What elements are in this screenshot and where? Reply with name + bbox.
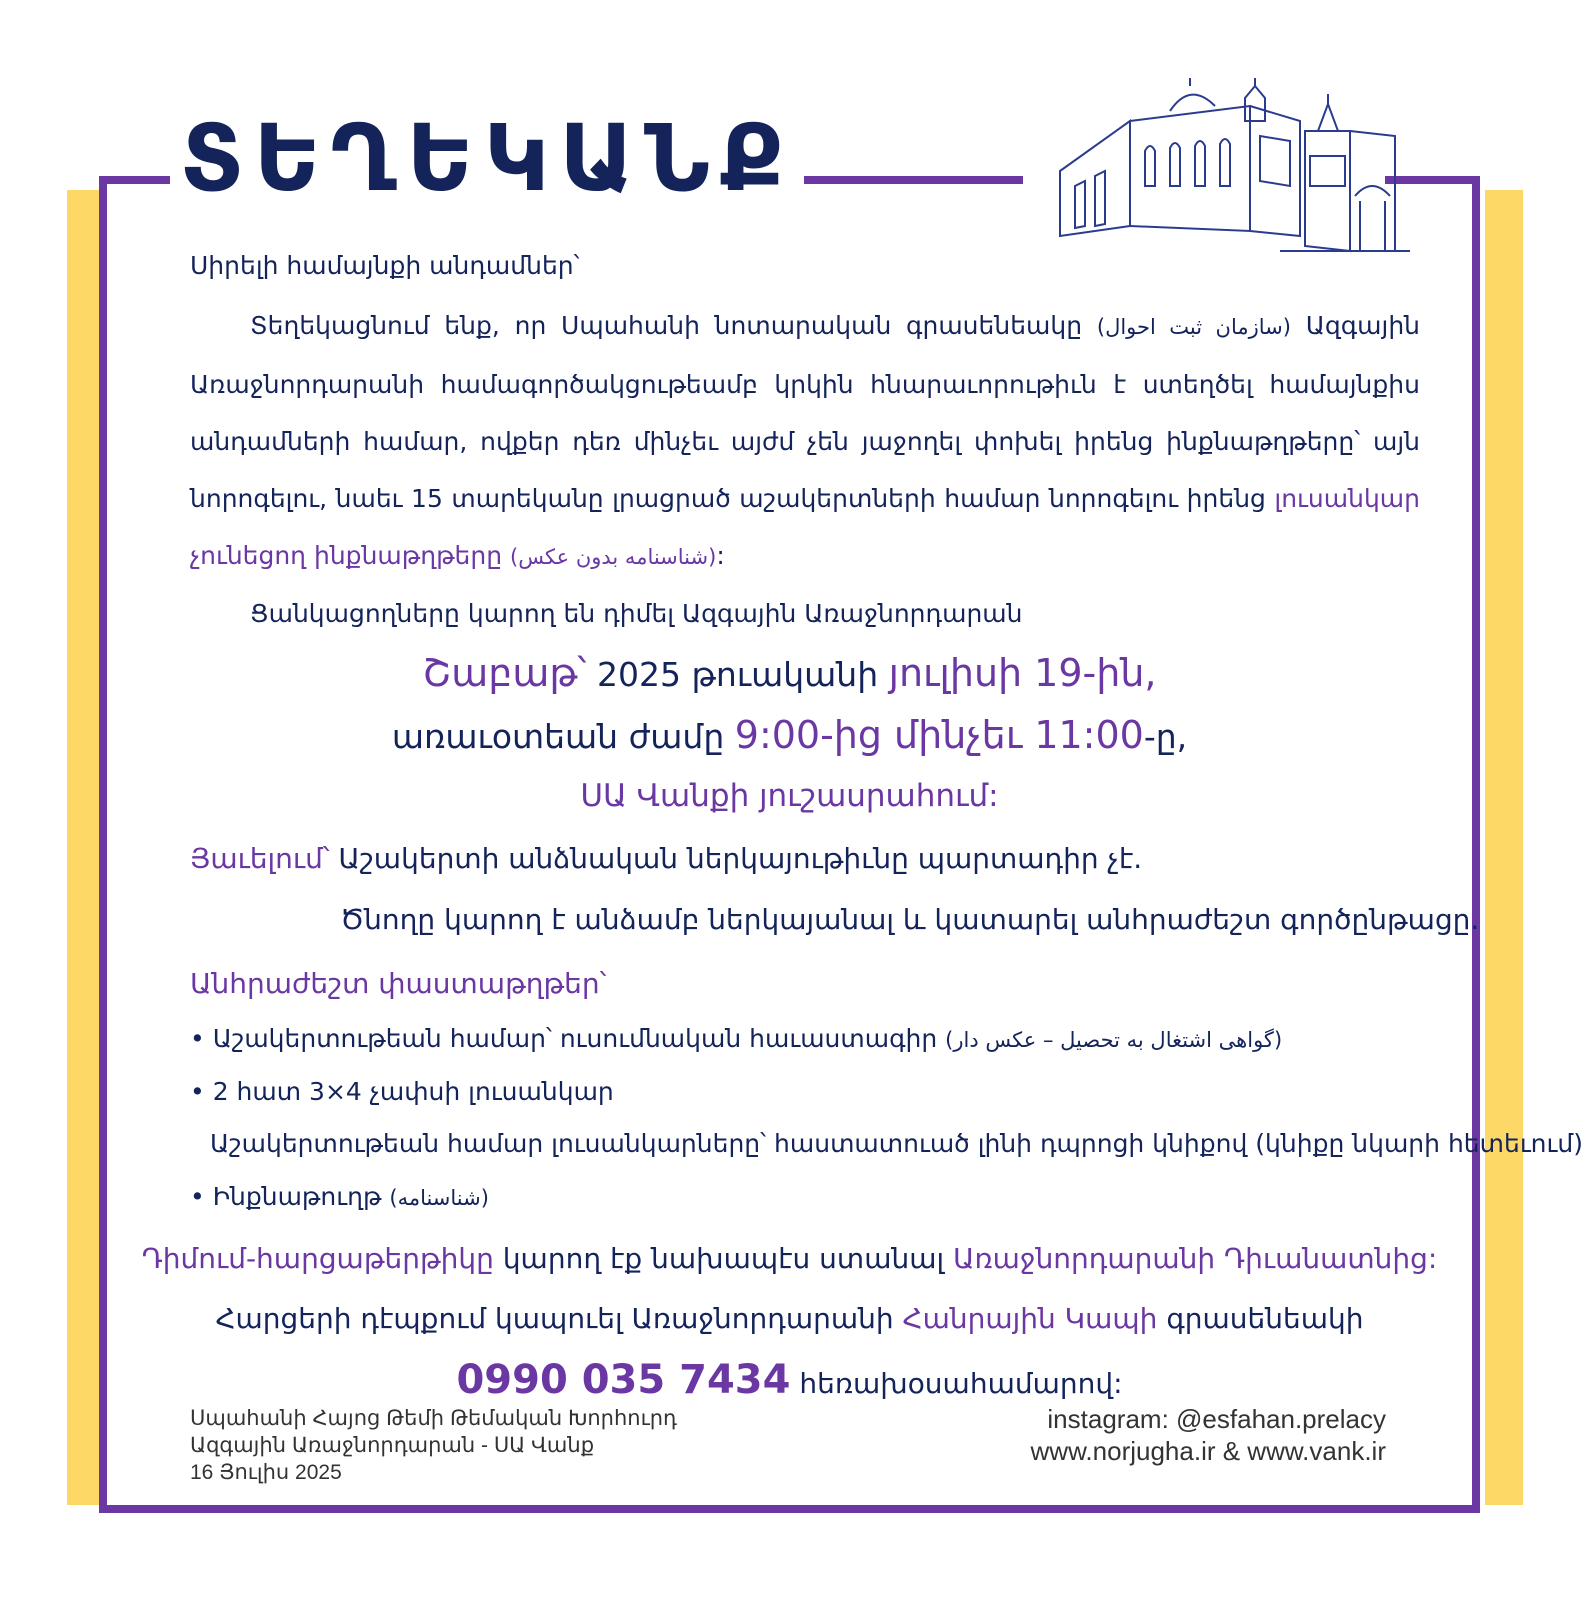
instagram-line	[1031, 1403, 1386, 1435]
paragraph-end: :	[716, 541, 725, 570]
document-item-subtext: Աշակերտութեան համար լուսանկարները՝ հաստատուած լինի դպրոցի կնիքով (կնիքը նկարի հետեւում)	[210, 1129, 1583, 1158]
page-title: ՏԵՂԵԿԱՆՔ	[170, 104, 804, 214]
main-paragraph	[190, 297, 1420, 586]
date-day: Շաբաթ՝	[422, 651, 587, 695]
phone-suffix: հեռախօսահամարով:	[799, 1367, 1123, 1400]
footer-right	[1031, 1403, 1386, 1467]
document-item-persian: (گواهی اشتغال به تحصیل – عکس دار)	[945, 1028, 1283, 1052]
date-line	[99, 645, 1480, 703]
form-highlight: Դիմում-հարցաթերթիկը	[141, 1242, 494, 1275]
paragraph-text-middle: Ազգային Առաջնորդարանի համագործակցութեամբ կրկին հնարաւորութիւն է ստեղծել համայնքիս անդամների համար, ովքեր դեռ մինչեւ այժմ չեն յաջողել փոխել իրենց ինքնաթղթերը՝ այն նորոգելու, նաեւ 15 տարեկանը լրացրած աշակերտների համար նորոգելու իրենց	[190, 311, 1421, 513]
footer-date: 16 Յուլիս 2025	[190, 1461, 342, 1484]
questions-suffix: գրասենեակի	[1166, 1302, 1364, 1335]
time-range: 9:00-ից մինչեւ 11:00	[734, 713, 1144, 757]
document-item	[190, 1063, 614, 1120]
church-illustration-icon	[1050, 76, 1420, 262]
date-value: յուլիսի 19-ին,	[888, 651, 1157, 695]
notice-label: Յաւելում՝	[190, 842, 330, 875]
footer-left	[190, 1405, 677, 1486]
paragraph-highlight: լուսանկար չունեցող ինքնաթղթերը	[190, 484, 1420, 570]
date-year: 2025 թուականի	[596, 655, 879, 694]
persian-note-registry: (سازمان ثبت احوال)	[1096, 315, 1291, 339]
instagram-label: instagram:	[1047, 1404, 1169, 1434]
time-line	[99, 707, 1480, 765]
form-office: Առաջնորդարանի Դիւանատնից:	[953, 1242, 1438, 1275]
document-item	[190, 1010, 1282, 1069]
footer-council: Սպահանի Հայոց Թեմի Թեմական Խորհուրդ	[190, 1407, 677, 1430]
document-item-text: Ինքնաթուղթ	[212, 1182, 382, 1211]
yellow-accent-right	[1485, 190, 1523, 1505]
form-middle: կարող էք նախապէս ստանալ	[502, 1242, 945, 1275]
questions-prefix: Հարցերի դէպքում կապուել Առաջնորդարանի	[215, 1302, 894, 1335]
place-line: ՍԱ Վանքի յուշասրահում:	[580, 778, 999, 814]
bullet-icon: •	[190, 1182, 205, 1211]
time-prefix: առաւօտեան ժամը	[391, 717, 725, 756]
greeting: Սիրելի համայնքի անդամներ՝	[190, 251, 580, 280]
documents-heading: Անհրաժեշտ փաստաթղթեր՝	[190, 967, 607, 1000]
form-line	[99, 1230, 1480, 1287]
phone-number[interactable]: 0990 035 7434	[456, 1357, 791, 1403]
questions-highlight: Հանրային Կապի	[902, 1302, 1158, 1335]
questions-line	[99, 1290, 1480, 1347]
document-item-text: 2 հատ 3×4 չափսի լուսանկար	[212, 1077, 614, 1106]
parent-note: Ծնողը կարող է անձամբ ներկայանալ և կատարել անհրաժեշտ գործընթացը.	[340, 903, 1480, 936]
website-links[interactable]: www.norjugha.ir & www.vank.ir	[1030, 1436, 1386, 1466]
paragraph-text-before: Տեղեկացնում ենք, որ Սպահանի նոտարական գրասենեակը	[250, 311, 1083, 340]
document-item	[190, 1168, 489, 1227]
instagram-handle[interactable]: @esfahan.prelacy	[1176, 1404, 1386, 1434]
notice-line	[190, 830, 1142, 887]
persian-note-no-photo: (شناسنامه بدون عکس)	[510, 545, 717, 569]
notice-text: Աշակերտի անձնական ներկայութիւնը պարտադիր չէ.	[338, 842, 1143, 875]
bullet-icon: •	[190, 1077, 205, 1106]
applicants-line: Ցանկացողները կարող են դիմել Ազգային Առաջնորդարան	[250, 599, 1023, 628]
footer-prelacy: Ազգային Առաջնորդարան - ՍԱ Վանք	[190, 1434, 595, 1457]
time-suffix: -ը,	[1143, 717, 1188, 756]
document-item-text: Աշակերտութեան համար՝ ուսումնական հաւաստագիր	[212, 1024, 938, 1053]
bullet-icon: •	[190, 1024, 205, 1053]
document-item-persian: (شناسنامه)	[389, 1186, 489, 1210]
